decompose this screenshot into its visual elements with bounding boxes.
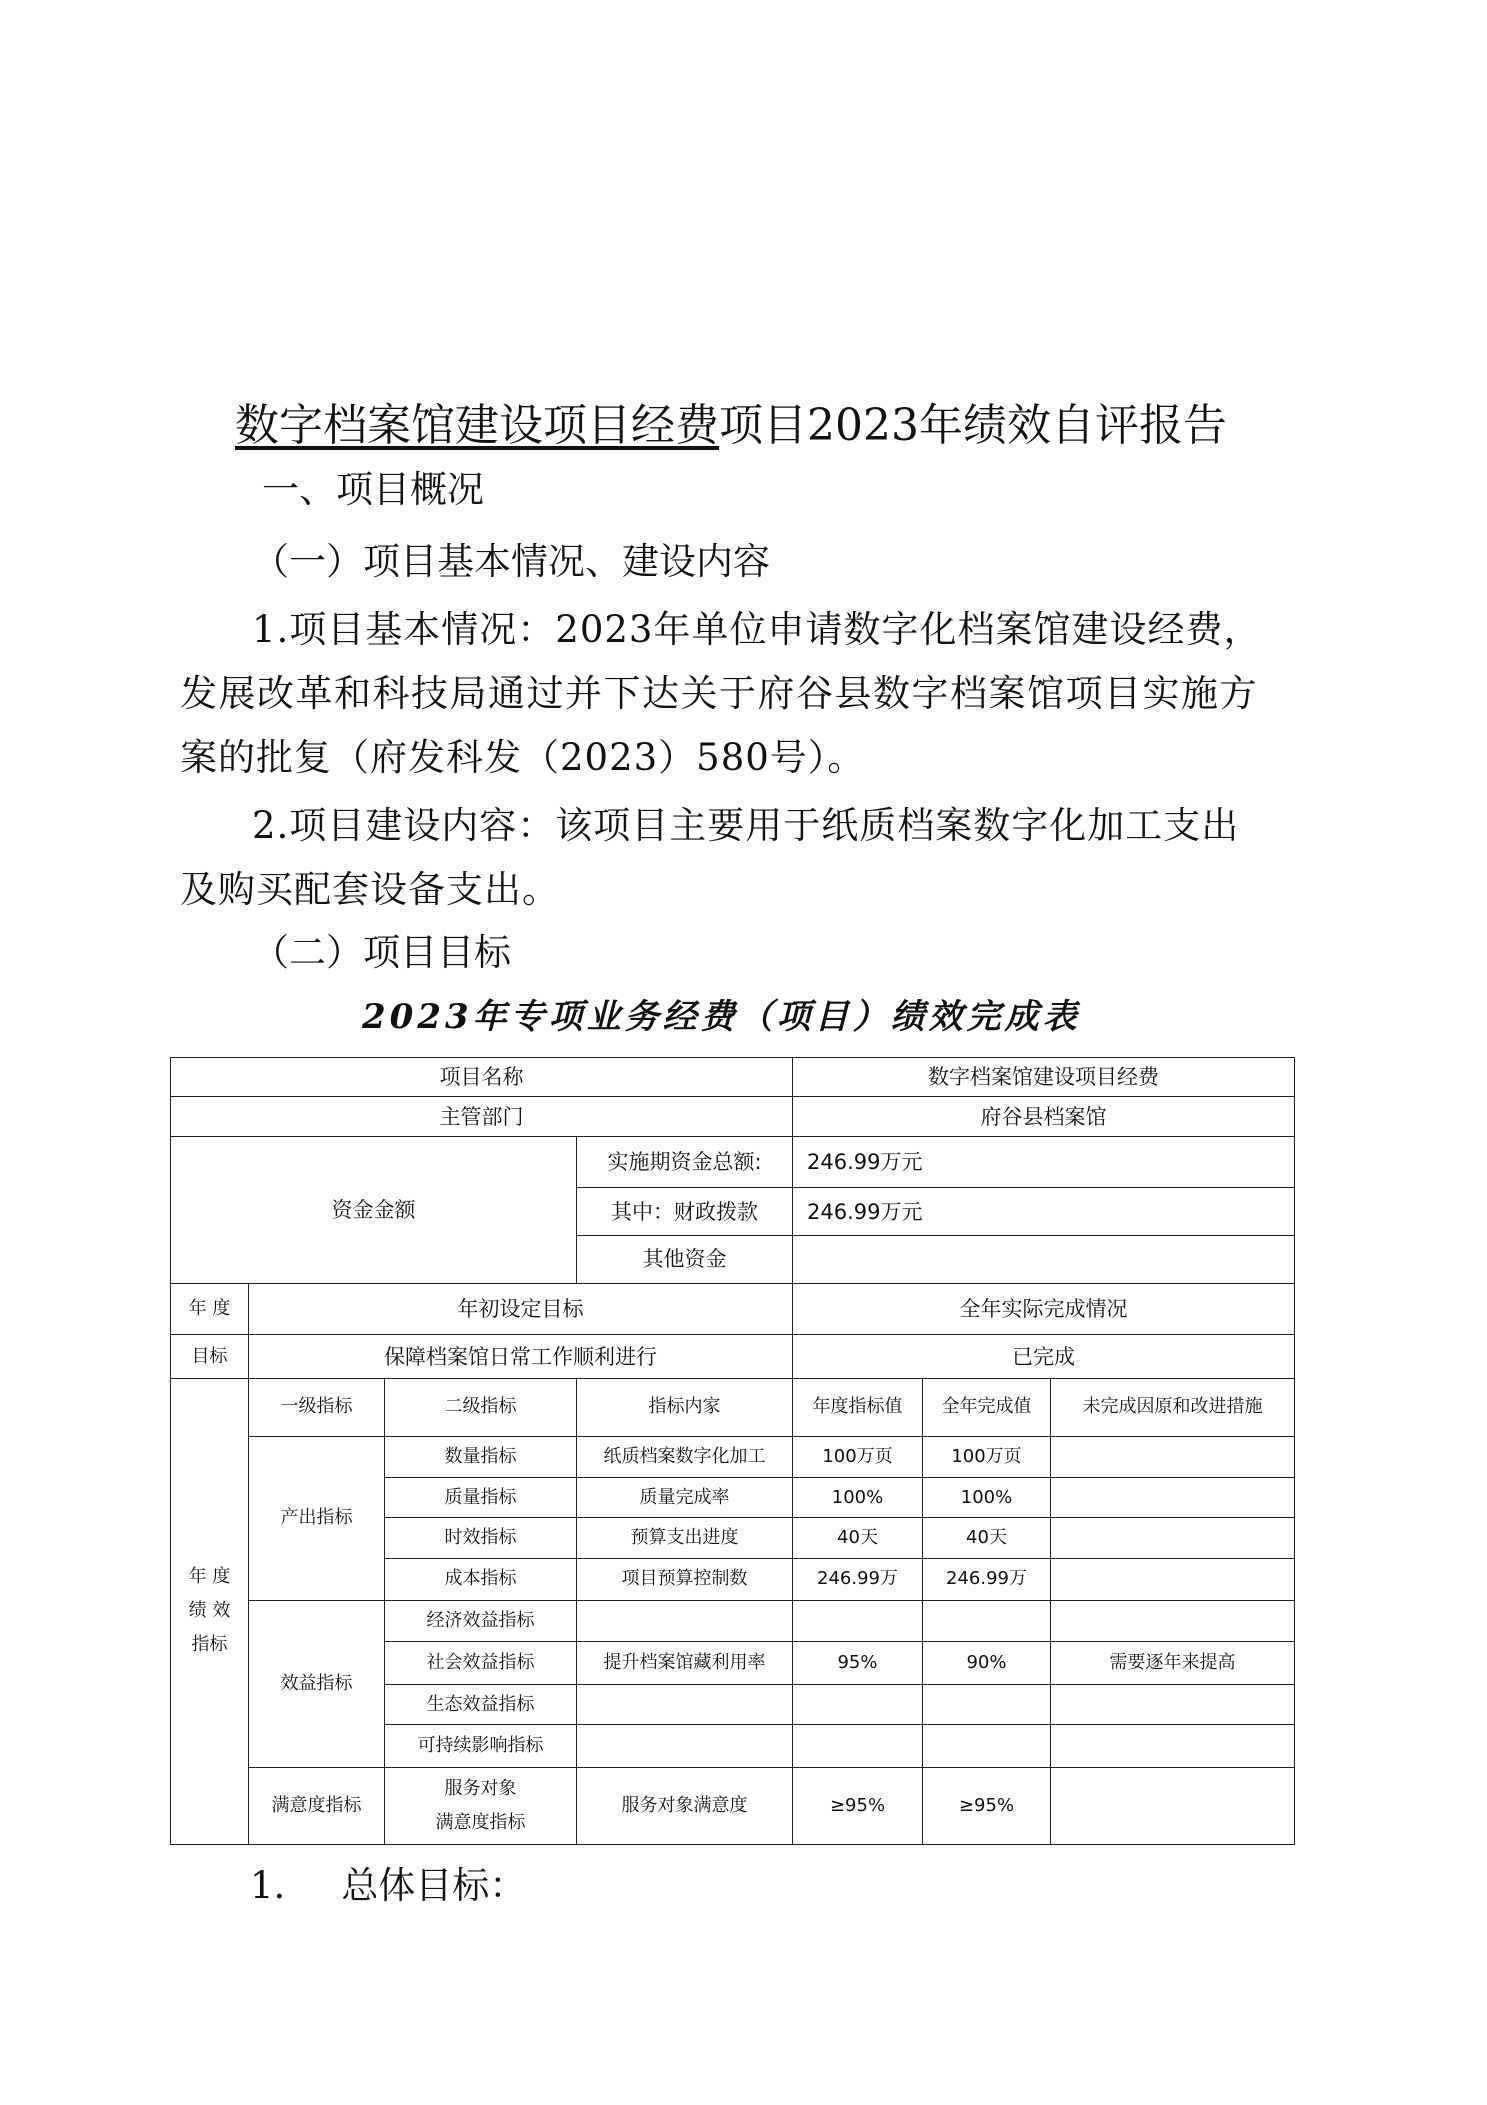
actual-header: 全年实际完成情况 xyxy=(793,1283,1295,1335)
row-target: 95% xyxy=(793,1641,923,1684)
group-benefit: 效益指标 xyxy=(249,1600,385,1768)
group-output: 产出指标 xyxy=(249,1436,385,1600)
row-level2: 时效指标 xyxy=(385,1517,577,1558)
row-reason xyxy=(1051,1724,1295,1767)
row-target xyxy=(793,1685,923,1724)
row-actual xyxy=(923,1724,1051,1767)
footer-heading xyxy=(250,1858,526,1914)
col-reason-header: 未完成因原和改进措施 xyxy=(1051,1378,1295,1436)
table-row xyxy=(171,1768,1295,1845)
row-reason xyxy=(1051,1517,1295,1558)
report-title-rest: 项目2023年绩效自评报告 xyxy=(719,400,1227,451)
row-level2: 经济效益指标 xyxy=(385,1600,577,1641)
report-title xyxy=(235,398,1295,454)
table-row xyxy=(171,1335,1295,1378)
annual-goal-label-bottom: 目标 xyxy=(171,1335,249,1378)
table-row xyxy=(171,1058,1295,1097)
table-row xyxy=(171,1600,1295,1641)
paragraph-basic-line-2: 发展改革和科技局通过并下达关于府谷县数字档案馆项目实施方 xyxy=(180,672,1258,715)
row-reason xyxy=(1051,1600,1295,1641)
row-content xyxy=(577,1724,793,1767)
row-content: 预算支出进度 xyxy=(577,1517,793,1558)
row-target: 100万页 xyxy=(793,1436,923,1477)
performance-table xyxy=(170,1057,1295,1845)
funds-total-value: 246.99万元 xyxy=(793,1136,1295,1188)
project-name-label: 项目名称 xyxy=(171,1058,793,1097)
row-reason xyxy=(1051,1478,1295,1517)
table-caption: 2023年专项业务经费（项目）绩效完成表 xyxy=(362,997,1081,1037)
table-row xyxy=(171,1378,1295,1436)
row-level2: 可持续影响指标 xyxy=(385,1724,577,1767)
row-reason: 需要逐年来提高 xyxy=(1051,1641,1295,1684)
row-content: 纸质档案数字化加工 xyxy=(577,1436,793,1477)
dept-value: 府谷县档案馆 xyxy=(793,1097,1295,1136)
report-title-underlined: 数字档案馆建设项目经费 xyxy=(235,400,719,451)
annual-goal-label-top: 年 度 xyxy=(171,1283,249,1335)
col-content-header: 指标内家 xyxy=(577,1378,793,1436)
satisfaction-reason xyxy=(1051,1768,1295,1845)
subsection-heading-basic: （一）项目基本情况、建设内容 xyxy=(252,540,770,583)
row-actual xyxy=(923,1600,1051,1641)
paragraph-basic-line-1: 1.项目基本情况：2023年单位申请数字化档案馆建设经费， xyxy=(252,608,1262,651)
initial-goal-value: 保障档案馆日常工作顺利进行 xyxy=(249,1335,793,1378)
row-actual: 100万页 xyxy=(923,1436,1051,1477)
paragraph-basic-line-3: 案的批复（府发科发（2023）580号）。 xyxy=(180,736,866,779)
footer-number: 1. xyxy=(250,1864,286,1907)
row-target: 100% xyxy=(793,1478,923,1517)
row-reason xyxy=(1051,1559,1295,1600)
row-actual xyxy=(923,1685,1051,1724)
funds-label: 资金金额 xyxy=(171,1136,577,1283)
table-row xyxy=(171,1436,1295,1477)
funds-total-label: 实施期资金总额: xyxy=(577,1136,793,1188)
row-content: 质量完成率 xyxy=(577,1478,793,1517)
row-actual: 246.99万 xyxy=(923,1559,1051,1600)
initial-goal-header: 年初设定目标 xyxy=(249,1283,793,1335)
table-row xyxy=(171,1097,1295,1136)
row-actual: 100% xyxy=(923,1478,1051,1517)
row-content: 提升档案馆藏利用率 xyxy=(577,1641,793,1684)
table-row xyxy=(171,1283,1295,1335)
project-name-value: 数字档案馆建设项目经费 xyxy=(793,1058,1295,1097)
row-target: 246.99万 xyxy=(793,1559,923,1600)
paragraph-content-line-2: 及购买配套设备支出。 xyxy=(180,868,560,911)
row-content: 项目预算控制数 xyxy=(577,1559,793,1600)
subsection-heading-goals: （二）项目目标 xyxy=(252,931,511,974)
satisfaction-level2: 服务对象 满意度指标 xyxy=(385,1768,577,1845)
satisfaction-actual: ≥95% xyxy=(923,1768,1051,1845)
indicator-side-label: 年 度 绩 效 指标 xyxy=(171,1378,249,1844)
col-actual-header: 全年完成值 xyxy=(923,1378,1051,1436)
row-content xyxy=(577,1685,793,1724)
row-level2: 成本指标 xyxy=(385,1559,577,1600)
performance-table-wrapper xyxy=(170,1057,1294,1845)
satisfaction-target: ≥95% xyxy=(793,1768,923,1845)
row-level2: 社会效益指标 xyxy=(385,1641,577,1684)
group-satisfaction: 满意度指标 xyxy=(249,1768,385,1845)
row-actual: 40天 xyxy=(923,1517,1051,1558)
col-target-header: 年度指标值 xyxy=(793,1378,923,1436)
col-level2-header: 二级指标 xyxy=(385,1378,577,1436)
dept-label: 主管部门 xyxy=(171,1097,793,1136)
row-target xyxy=(793,1600,923,1641)
row-target: 40天 xyxy=(793,1517,923,1558)
row-level2: 质量指标 xyxy=(385,1478,577,1517)
actual-value: 已完成 xyxy=(793,1335,1295,1378)
row-reason xyxy=(1051,1436,1295,1477)
row-target xyxy=(793,1724,923,1767)
row-content xyxy=(577,1600,793,1641)
funds-other-value xyxy=(793,1236,1295,1284)
paragraph-content-line-1: 2.项目建设内容：该项目主要用于纸质档案数字化加工支出 xyxy=(252,804,1240,847)
table-row xyxy=(171,1136,1295,1188)
row-actual: 90% xyxy=(923,1641,1051,1684)
row-reason xyxy=(1051,1685,1295,1724)
funds-fiscal-value: 246.99万元 xyxy=(793,1188,1295,1236)
satisfaction-content: 服务对象满意度 xyxy=(577,1768,793,1845)
col-level1-header: 一级指标 xyxy=(249,1378,385,1436)
section-heading-overview: 一、项目概况 xyxy=(262,468,484,511)
funds-other-label: 其他资金 xyxy=(577,1236,793,1284)
funds-fiscal-label: 其中：财政拨款 xyxy=(577,1188,793,1236)
row-level2: 生态效益指标 xyxy=(385,1685,577,1724)
footer-text: 总体目标： xyxy=(341,1864,527,1907)
row-level2: 数量指标 xyxy=(385,1436,577,1477)
